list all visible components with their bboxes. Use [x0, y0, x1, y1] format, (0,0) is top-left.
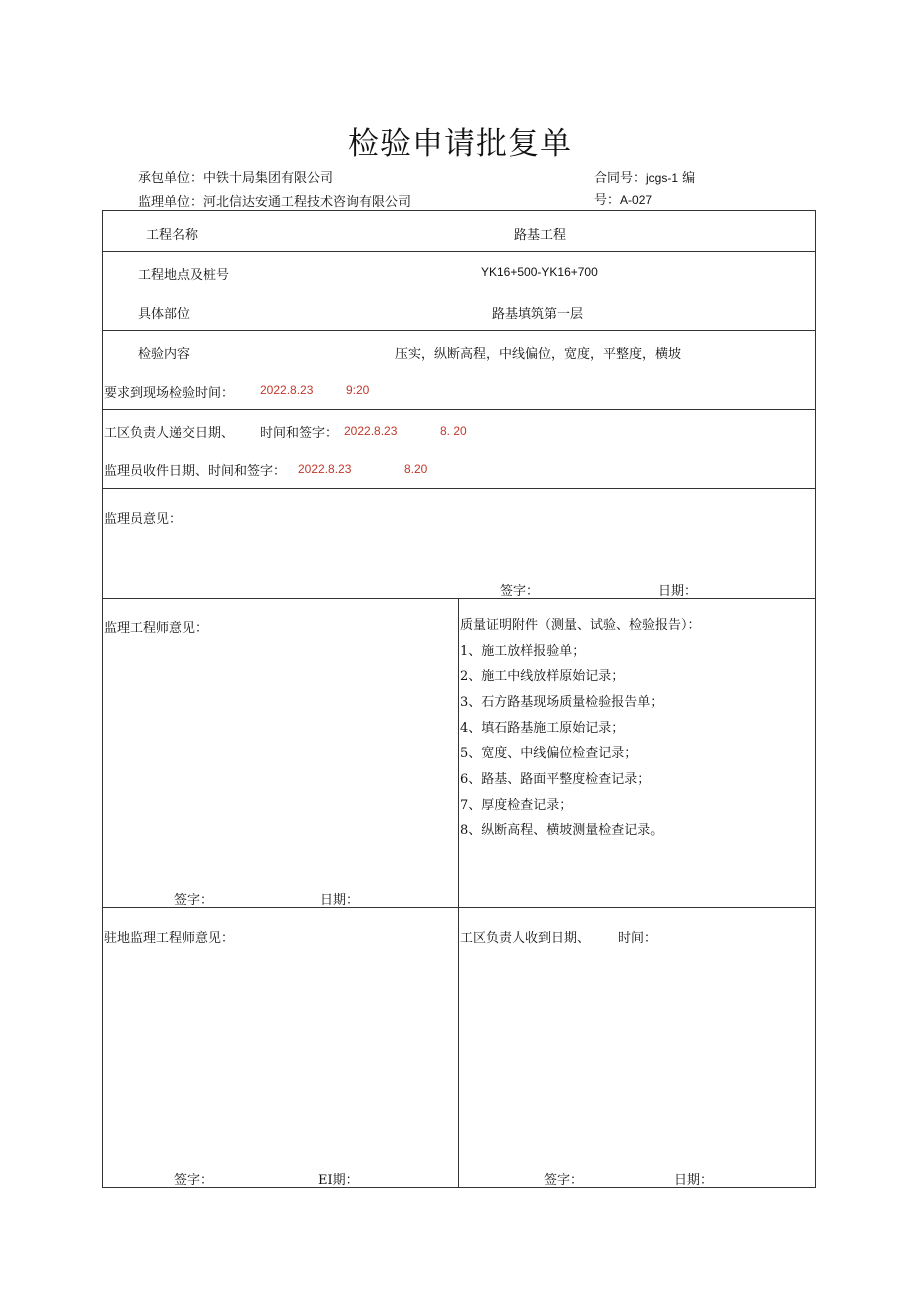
engineer-opinion-label: 监理工程师意见：	[104, 621, 209, 636]
row-divider	[102, 488, 816, 489]
serial-label-part1: 编	[682, 171, 696, 186]
resident-sign-label: 签字：	[174, 1173, 214, 1188]
workarea-receipt-label-part1: 工区负责人收到日期、	[460, 931, 591, 946]
serial-label-part2: 号：	[594, 193, 621, 208]
row-divider	[102, 409, 816, 410]
attachment-item: 6、路基、路面平整度检查记录；	[460, 772, 651, 787]
supervisor-value: 河北信达安通工程技术咨询有限公司	[203, 195, 412, 210]
submit-label-part1: 工区负责人递交日期、	[104, 426, 235, 441]
table-border-right	[815, 210, 816, 1188]
supervisor-opinion-label: 监理员意见：	[104, 512, 183, 527]
engineer-sign-label: 签字：	[174, 893, 214, 908]
submit-date: 2022.8.23	[344, 424, 398, 438]
contract-no-label: 合同号：	[594, 171, 647, 186]
resident-opinion-label: 驻地监理工程师意见：	[104, 931, 235, 946]
required-time-label: 要求到现场检验时间：	[104, 386, 235, 401]
attachment-item: 7、厚度检查记录；	[460, 798, 573, 813]
part-label: 具体部位	[138, 307, 191, 322]
contract-no-value: jcgs-1	[646, 171, 679, 185]
row-divider	[102, 598, 816, 599]
row-divider	[102, 251, 816, 252]
receive-time: 8.20	[404, 462, 428, 476]
part-value: 路基填筑第一层	[492, 307, 584, 322]
row-divider	[102, 330, 816, 331]
serial-no-value: A-027	[620, 193, 653, 207]
supervisor-label: 监理单位：	[138, 195, 204, 210]
contract-no-line	[594, 167, 695, 186]
submit-label-part2: 时间和签字：	[260, 426, 339, 441]
table-border-top	[102, 210, 816, 211]
project-name-value: 路基工程	[514, 228, 567, 243]
engineer-date-label: 日期：	[320, 893, 360, 908]
supervisor-line	[138, 191, 411, 210]
contractor-value: 中铁十局集团有限公司	[203, 171, 334, 186]
location-label: 工程地点及桩号	[138, 268, 230, 283]
supervisor-sign-label: 签字：	[500, 584, 540, 599]
workarea-date-label: 日期：	[674, 1173, 714, 1188]
location-value: YK16+500-YK16+700	[481, 265, 598, 279]
attachment-item: 8、纵断高程、横坡测量检查记录。	[460, 823, 664, 838]
receive-label: 监理员收件日期、时间和签字：	[104, 464, 287, 479]
supervisor-date-label: 日期：	[658, 584, 698, 599]
project-name-label: 工程名称	[146, 228, 199, 243]
serial-no-line	[594, 189, 652, 208]
table-border-left	[102, 210, 103, 1188]
required-time-date: 2022.8.23	[260, 383, 314, 397]
receive-date: 2022.8.23	[298, 462, 352, 476]
workarea-receipt-label-part2: 时间：	[618, 931, 658, 946]
attachment-item: 3、石方路基现场质量检验报告单；	[460, 695, 664, 710]
column-divider	[458, 598, 459, 1188]
content-label: 检验内容	[138, 347, 191, 362]
attachment-item: 5、宽度、中线偏位检查记录；	[460, 746, 638, 761]
workarea-sign-label: 签字：	[544, 1173, 584, 1188]
contractor-label: 承包单位：	[138, 171, 204, 186]
contractor-line	[138, 167, 333, 186]
content-value: 压实，纵断高程，中线偏位，宽度，平整度，横坡	[395, 347, 682, 362]
attachment-item: 2、施工中线放样原始记录；	[460, 669, 625, 684]
submit-time: 8. 20	[440, 424, 467, 438]
attachment-item: 1、施工放样报验单；	[460, 644, 586, 659]
required-time-clock: 9:20	[346, 383, 370, 397]
attachments-title: 质量证明附件（测量、试验、检验报告）：	[460, 618, 701, 633]
attachment-item: 4、填石路基施工原始记录；	[460, 721, 625, 736]
resident-date-label: EI期：	[318, 1173, 359, 1188]
page-title: 检验申请批复单	[348, 126, 572, 162]
